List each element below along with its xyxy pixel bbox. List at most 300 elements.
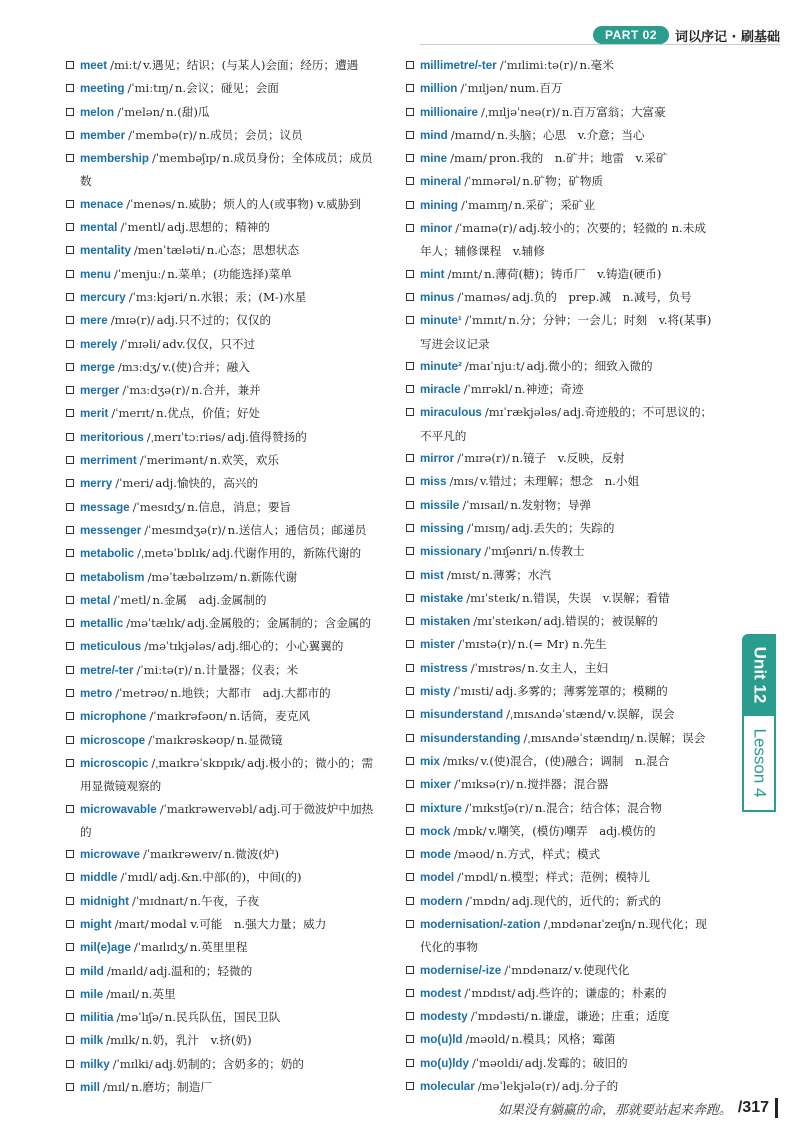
entry-word: might	[80, 917, 112, 931]
entry-phonetic: /ˈmiːtə(r)/	[136, 662, 193, 677]
vocab-entry	[406, 401, 716, 447]
entry-word: modern	[420, 894, 463, 908]
entry-word: milk	[80, 1034, 104, 1048]
entry-definition: n.采矿；采矿业	[514, 197, 595, 212]
entry-definition: n.优点，价值；好处	[156, 406, 261, 421]
entry-phonetic: /mɜːdʒ/	[117, 359, 161, 374]
entry-phonetic: /ˈmesɪdʒ/	[132, 499, 186, 514]
entry-word: millimetre/-ter	[420, 59, 497, 72]
vocab-entry	[66, 519, 376, 542]
checkbox[interactable]	[66, 270, 74, 278]
entry-phonetic: /maɪnd/	[450, 127, 496, 142]
vocab-entry	[66, 542, 376, 565]
entry-phonetic: /ˈmɪlki/	[112, 1056, 153, 1071]
checkbox[interactable]	[66, 293, 74, 301]
vocab-entry	[406, 913, 716, 959]
checkbox[interactable]	[66, 850, 74, 858]
entry-definition: adj.多雾的；薄雾笼罩的；模糊的	[495, 684, 668, 699]
entry-phonetic: /ˈmɪsaɪl/	[462, 497, 509, 512]
entry-phonetic: /maɪn/	[450, 151, 487, 166]
entry-definition: n.谦虚，谦逊；庄重；适度	[530, 1009, 670, 1024]
entry-phonetic: /ˈmɪsɪŋ/	[466, 520, 510, 535]
unit-tab[interactable]	[742, 634, 776, 716]
checkbox[interactable]	[66, 503, 74, 511]
entry-word: merriment	[80, 454, 137, 468]
checkbox[interactable]	[406, 966, 414, 974]
entry-definition: adj.丢失的；失踪的	[511, 520, 615, 535]
vocab-entry	[406, 587, 716, 610]
entry-phonetic: /ˌmetəˈbɒlɪk/	[137, 546, 210, 561]
entry-definition: v.嘲笑，(模仿)嘲弄 adj.模仿的	[488, 823, 656, 838]
entry-definition: n.镜子 v.反映，反射	[511, 451, 625, 466]
entry-phonetic: /ˈmenəs/	[126, 196, 176, 211]
entry-definition: n.水银；汞；(M-)水星	[189, 289, 307, 304]
entry-definition: n.成员身份；全体成员；成员数	[80, 151, 373, 189]
vocab-entry	[406, 820, 716, 843]
page-number: /317	[737, 1099, 769, 1116]
checkbox[interactable]	[66, 386, 74, 394]
entry-word: mineral	[420, 175, 462, 189]
vocab-entry	[406, 447, 716, 470]
checkbox[interactable]	[406, 154, 414, 162]
entry-word: modernisation/-zation	[420, 917, 541, 931]
entry-word: mistress	[420, 661, 468, 675]
checkbox[interactable]	[406, 293, 414, 301]
entry-definition: n.菜单；(功能选择)菜单	[167, 266, 292, 281]
part-badge: PART 02	[593, 26, 669, 44]
entry-phonetic: /ˈmɒdɪst/	[464, 985, 516, 1000]
checkbox[interactable]	[406, 224, 414, 232]
checkbox[interactable]	[66, 223, 74, 231]
entry-word: metal	[80, 593, 111, 607]
entry-phonetic: /məˈlekjələ(r)/	[477, 1079, 560, 1094]
vocab-entry	[66, 659, 376, 682]
entry-word: merry	[80, 477, 113, 491]
entry-phonetic: /ˈmɪstə(r)/	[457, 637, 516, 652]
checkbox[interactable]	[406, 385, 414, 393]
entry-definition: n.成员；会员；议员	[198, 127, 303, 142]
checkbox[interactable]	[66, 666, 74, 674]
vocab-entry	[406, 610, 716, 633]
vocab-entry	[66, 263, 376, 286]
entry-word: minute²	[420, 359, 462, 373]
entry-word: millionaire	[420, 105, 478, 119]
entry-definition: n.(= Mr) n.先生	[517, 637, 607, 652]
entry-phonetic: /mɪə(r)/	[110, 313, 155, 328]
entry-word: minus	[420, 290, 455, 304]
entry-definition: modal v.可能 n.强大力量；威力	[150, 916, 327, 931]
entry-definition: adj.奶制的；含奶多的；奶的	[154, 1056, 304, 1071]
entry-definition: v.遇见；结识；(与某人)会面；经历；遭遇	[143, 58, 359, 72]
checkbox[interactable]	[406, 710, 414, 718]
entry-phonetic: /mɪs/	[449, 474, 478, 489]
vocab-entry	[66, 402, 376, 425]
entry-phonetic: /ˈmaɪkrəskəʊp/	[148, 732, 235, 747]
entry-definition: n.计量器；仪表；米	[194, 662, 299, 677]
entry-phonetic: /maɪˈnjuːt/	[464, 358, 525, 373]
checkbox[interactable]	[66, 131, 74, 139]
entry-word: merely	[80, 337, 118, 351]
checkbox[interactable]	[66, 573, 74, 581]
entry-word: mine	[420, 152, 448, 166]
entry-phonetic: /ˈmɪksə(r)/	[453, 777, 515, 792]
vocab-entry	[406, 959, 716, 982]
entry-phonetic: /ˈmenjuː/	[113, 266, 166, 281]
checkbox[interactable]	[66, 200, 74, 208]
checkbox[interactable]	[66, 736, 74, 744]
checkbox[interactable]	[66, 596, 74, 604]
checkbox[interactable]	[406, 131, 414, 139]
checkbox[interactable]	[66, 108, 74, 116]
checkbox[interactable]	[406, 547, 414, 555]
unit-label: Unit 12	[750, 646, 769, 704]
entry-definition: adj.细心的；小心翼翼的	[217, 639, 344, 654]
checkbox[interactable]	[66, 943, 74, 951]
entry-word: meticulous	[80, 640, 142, 654]
checkbox[interactable]	[406, 687, 414, 695]
checkbox[interactable]	[406, 1012, 414, 1020]
checkbox[interactable]	[406, 84, 414, 92]
entry-definition: adj.错误的；被误解的	[543, 614, 658, 629]
checkbox[interactable]	[66, 642, 74, 650]
vocab-entry	[406, 866, 716, 889]
entry-word: meet	[80, 59, 108, 72]
entry-word: microscope	[80, 733, 146, 747]
checkbox[interactable]	[66, 712, 74, 720]
checkbox[interactable]	[66, 897, 74, 905]
entry-phonetic: /mɪnt/	[447, 266, 483, 281]
entry-word: mistake	[420, 591, 464, 605]
entry-definition: n.搅拌器；混合器	[516, 777, 609, 792]
vocab-entry	[66, 333, 376, 356]
entry-definition: adj.只不过的；仅仅的	[156, 313, 272, 328]
checkbox[interactable]	[406, 362, 414, 370]
vocab-entry	[66, 54, 376, 77]
checkbox[interactable]	[406, 108, 414, 116]
entry-definition: n.发射物；导弹	[510, 497, 592, 512]
vocab-entry	[406, 124, 716, 147]
checkbox[interactable]	[406, 780, 414, 788]
vocab-entry	[66, 1053, 376, 1076]
entry-definition: n.话筒，麦克风	[229, 709, 310, 724]
entry-definition: num.百万	[509, 81, 563, 96]
entry-phonetic: /ˈməʊldi/	[471, 1055, 523, 1070]
checkbox[interactable]	[406, 316, 414, 324]
checkbox[interactable]	[66, 1083, 74, 1091]
entry-definition: n.传教士	[538, 544, 585, 559]
entry-phonetic: /ˈmɪsti/	[453, 684, 494, 699]
entry-word: mock	[420, 824, 451, 838]
vocab-entry	[406, 1005, 716, 1028]
entry-phonetic: /mɪˈsteɪk/	[466, 590, 521, 605]
entry-phonetic: /ˈmaɪlɪdʒ/	[133, 940, 188, 955]
checkbox[interactable]	[406, 61, 414, 69]
checkbox[interactable]	[406, 850, 414, 858]
vocab-entry	[66, 239, 376, 262]
entry-word: minute¹	[420, 314, 462, 328]
entry-phonetic: /ˈmembə(r)/	[128, 127, 197, 142]
entry-definition: n.毫米	[579, 58, 614, 72]
entry-phonetic: /ˈmɜːdʒə(r)/	[122, 383, 190, 398]
vocab-entry	[66, 752, 376, 798]
entry-phonetic: /ˌmɪsʌndəˈstændɪŋ/	[523, 730, 635, 745]
entry-word: merger	[80, 384, 120, 398]
entry-definition: n.欢笑，欢乐	[209, 453, 279, 468]
entry-phonetic: /ˈmɒdənaɪz/	[504, 962, 573, 977]
entry-phonetic: /məˈtæbəlɪzəm/	[147, 569, 238, 584]
entry-phonetic: /ˌmɪljəˈneə(r)/	[481, 104, 560, 119]
entry-definition: adj.金属般的；金属制的；含金属的	[187, 616, 371, 631]
entry-word: messenger	[80, 523, 142, 537]
vocab-entry	[66, 705, 376, 728]
vocab-entry	[66, 216, 376, 239]
entry-definition: adj.可于微波炉中加热的	[80, 801, 374, 839]
vocab-entry	[66, 890, 376, 913]
checkbox[interactable]	[66, 340, 74, 348]
checkbox[interactable]	[66, 526, 74, 534]
entry-phonetic: /məˈtɪkjələs/	[144, 639, 216, 654]
checkbox[interactable]	[406, 757, 414, 765]
entry-phonetic: /menˈtæləti/	[133, 243, 205, 258]
entry-phonetic: /mɪˈrækjələs/	[484, 405, 561, 420]
vocab-entry	[66, 589, 376, 612]
entry-word: modernise/-ize	[420, 963, 502, 977]
checkbox[interactable]	[406, 617, 414, 625]
left-word-column	[66, 54, 376, 1099]
entry-definition: n.错误，失误 v.误解；看错	[522, 590, 670, 605]
entry-phonetic: /mɪks/	[442, 753, 479, 768]
checkbox[interactable]	[66, 61, 74, 69]
checkbox[interactable]	[66, 990, 74, 998]
entry-phonetic: /mɪst/	[446, 567, 480, 582]
checkbox[interactable]	[66, 967, 74, 975]
checkbox[interactable]	[406, 408, 414, 416]
entry-definition: adj.负的 prep.减 n.减号，负号	[512, 289, 692, 304]
entry-word: mistaken	[420, 615, 471, 629]
entry-definition: n.模具；风格；霉菌	[511, 1032, 616, 1047]
vocab-entry	[66, 1006, 376, 1029]
vocab-entry	[66, 1029, 376, 1052]
entry-phonetic: /məˈlɪʃə/	[116, 1010, 163, 1025]
checkbox[interactable]	[66, 549, 74, 557]
entry-word: mercury	[80, 290, 126, 304]
vocab-entry	[66, 379, 376, 402]
entry-phonetic: /ˌmaɪkrəˈskɒpɪk/	[151, 755, 246, 770]
checkbox[interactable]	[66, 873, 74, 881]
checkbox[interactable]	[66, 316, 74, 324]
entry-definition: v.使现代化	[574, 962, 630, 977]
entry-definition: n.金属 adj.金属制的	[152, 592, 267, 607]
right-word-column	[406, 54, 716, 1098]
checkbox[interactable]	[406, 640, 414, 648]
checkbox[interactable]	[66, 689, 74, 697]
entry-definition: adj.愉快的，高兴的	[155, 476, 259, 491]
vocab-entry	[406, 194, 716, 217]
checkbox[interactable]	[406, 920, 414, 928]
vocab-entry	[406, 703, 716, 726]
entry-phonetic: /ˈmaɪkrəfəʊn/	[149, 709, 228, 724]
checkbox[interactable]	[406, 897, 414, 905]
entry-definition: n.磨坊；制造厂	[131, 1080, 212, 1095]
checkbox[interactable]	[66, 920, 74, 928]
entry-word: metabolism	[80, 570, 145, 584]
entry-word: missing	[420, 521, 464, 535]
entry-definition: n.神迹；奇迹	[514, 382, 584, 397]
checkbox[interactable]	[66, 84, 74, 92]
lesson-tab[interactable]	[742, 716, 776, 812]
vocab-entry	[406, 309, 716, 355]
entry-phonetic: /ˈmɪrəkl/	[463, 382, 513, 397]
vocab-entry	[406, 750, 716, 773]
checkbox[interactable]	[406, 454, 414, 462]
entry-definition: n.显微镜	[236, 732, 283, 747]
entry-word: mentality	[80, 244, 131, 258]
entry-definition: n.会议；碰见；会面	[174, 81, 279, 96]
entry-word: minor	[420, 222, 453, 236]
entry-word: mirror	[420, 452, 455, 466]
entry-definition: n.英里里程	[189, 940, 248, 955]
entry-phonetic: /ˈmɪlimiːtə(r)/	[499, 58, 578, 72]
vocab-entry	[66, 124, 376, 147]
vocab-entry	[406, 101, 716, 124]
vocab-entry	[406, 633, 716, 656]
entry-definition: adj.温和的；轻微的	[149, 963, 253, 978]
vocab-entry	[406, 1028, 716, 1051]
checkbox[interactable]	[406, 664, 414, 672]
checkbox[interactable]	[406, 827, 414, 835]
entry-word: metro	[80, 687, 113, 701]
entry-word: menace	[80, 197, 124, 211]
checkbox[interactable]	[66, 1013, 74, 1021]
entry-phonetic: /ˈmɪəli/	[120, 336, 161, 351]
entry-phonetic: /ˌmɪsʌndəˈstænd/	[506, 707, 606, 722]
checkbox[interactable]	[66, 409, 74, 417]
entry-definition: adj.些许的；谦虚的；朴素的	[517, 985, 667, 1000]
entry-definition: v.(使)合并；融入	[162, 359, 250, 374]
vocab-entry	[406, 797, 716, 820]
entry-word: mist	[420, 568, 444, 582]
entry-word: merit	[80, 407, 109, 421]
entry-word: mill	[80, 1081, 100, 1095]
entry-phonetic: /ˈmɪdnaɪt/	[131, 893, 188, 908]
entry-definition: n.心态；思想状态	[206, 243, 300, 258]
vocab-entry	[66, 798, 376, 844]
entry-word: model	[420, 871, 455, 885]
entry-word: mint	[420, 267, 445, 281]
checkbox[interactable]	[406, 270, 414, 278]
checkbox[interactable]	[66, 154, 74, 162]
entry-definition: adj.值得赞扬的	[227, 429, 307, 444]
checkbox[interactable]	[66, 1060, 74, 1068]
entry-word: meeting	[80, 82, 125, 96]
checkbox[interactable]	[406, 873, 414, 881]
entry-phonetic: /məʊld/	[465, 1032, 510, 1047]
entry-definition: adj.极小的；微小的；需用显微镜观察的	[80, 755, 374, 794]
vocab-entry	[66, 612, 376, 635]
checkbox[interactable]	[406, 177, 414, 185]
vocab-entry	[66, 960, 376, 983]
entry-word: merge	[80, 360, 115, 374]
checkbox[interactable]	[66, 759, 74, 767]
checkbox[interactable]	[406, 501, 414, 509]
checkbox[interactable]	[66, 363, 74, 371]
entry-word: mind	[420, 128, 448, 142]
entry-word: menu	[80, 267, 111, 281]
entry-definition: n.(甜)瓜	[166, 104, 210, 119]
vocab-entry	[66, 193, 376, 216]
checkbox[interactable]	[406, 804, 414, 812]
entry-definition: adj.发霉的；破旧的	[524, 1055, 628, 1070]
vocab-entry	[406, 147, 716, 170]
checkbox[interactable]	[406, 201, 414, 209]
entry-definition: n.方式，样式；模式	[496, 847, 601, 862]
entry-word: mister	[420, 638, 455, 652]
entry-definition: n.送信人；通信员；邮递员	[227, 522, 367, 537]
checkbox[interactable]	[66, 433, 74, 441]
entry-word: membership	[80, 152, 149, 166]
vocab-entry	[66, 101, 376, 124]
vocab-entry	[66, 1076, 376, 1099]
vocab-entry	[66, 426, 376, 449]
entry-phonetic: /mɪˈsteɪkən/	[473, 614, 542, 629]
entry-word: metre/-ter	[80, 663, 134, 677]
entry-definition: adj.思想的；精神的	[167, 220, 270, 235]
entry-word: mix	[420, 754, 440, 768]
entry-definition: n.威胁；烦人的人(或事物) v.威胁到	[177, 196, 361, 211]
entry-phonetic: /ˈmɪstrəs/	[470, 660, 526, 675]
entry-word: missionary	[420, 545, 482, 559]
checkbox[interactable]	[406, 594, 414, 602]
entry-phonetic: /mɪlk/	[106, 1033, 140, 1048]
entry-definition: adj.微小的；细致入微的	[526, 358, 653, 373]
checkbox[interactable]	[406, 477, 414, 485]
checkbox[interactable]	[66, 456, 74, 464]
checkbox[interactable]	[406, 1082, 414, 1090]
checkbox[interactable]	[406, 1035, 414, 1043]
vocab-entry	[406, 890, 716, 913]
checkbox[interactable]	[406, 989, 414, 997]
checkbox[interactable]	[406, 524, 414, 532]
page-bar	[775, 1098, 778, 1118]
checkbox[interactable]	[66, 1036, 74, 1044]
entry-phonetic: /maɪl/	[106, 986, 140, 1001]
entry-word: misunderstanding	[420, 731, 521, 745]
checkbox[interactable]	[66, 246, 74, 254]
vocab-entry	[66, 472, 376, 495]
page-footer	[498, 1098, 778, 1118]
entry-word: mixture	[420, 801, 462, 815]
vocab-entry	[66, 147, 376, 193]
entry-definition: n.合并，兼并	[191, 383, 261, 398]
vocab-entry	[406, 1052, 716, 1075]
vocab-entry	[66, 936, 376, 959]
vocab-entry	[66, 286, 376, 309]
entry-word: mode	[420, 848, 451, 862]
entry-phonetic: /ˈmaɪnɪŋ/	[461, 197, 513, 212]
entry-phonetic: /maɪld/	[106, 963, 148, 978]
vocab-entry	[66, 729, 376, 752]
checkbox[interactable]	[406, 571, 414, 579]
checkbox[interactable]	[66, 479, 74, 487]
entry-word: miracle	[420, 383, 461, 397]
checkbox[interactable]	[66, 619, 74, 627]
vocab-entry	[406, 843, 716, 866]
entry-definition: n.奶，乳汁 v.挤(奶)	[141, 1033, 252, 1048]
entry-definition: n.地铁；大都市 adj.大都市的	[170, 686, 331, 701]
checkbox[interactable]	[406, 734, 414, 742]
checkbox[interactable]	[406, 1059, 414, 1067]
checkbox[interactable]	[66, 805, 74, 813]
